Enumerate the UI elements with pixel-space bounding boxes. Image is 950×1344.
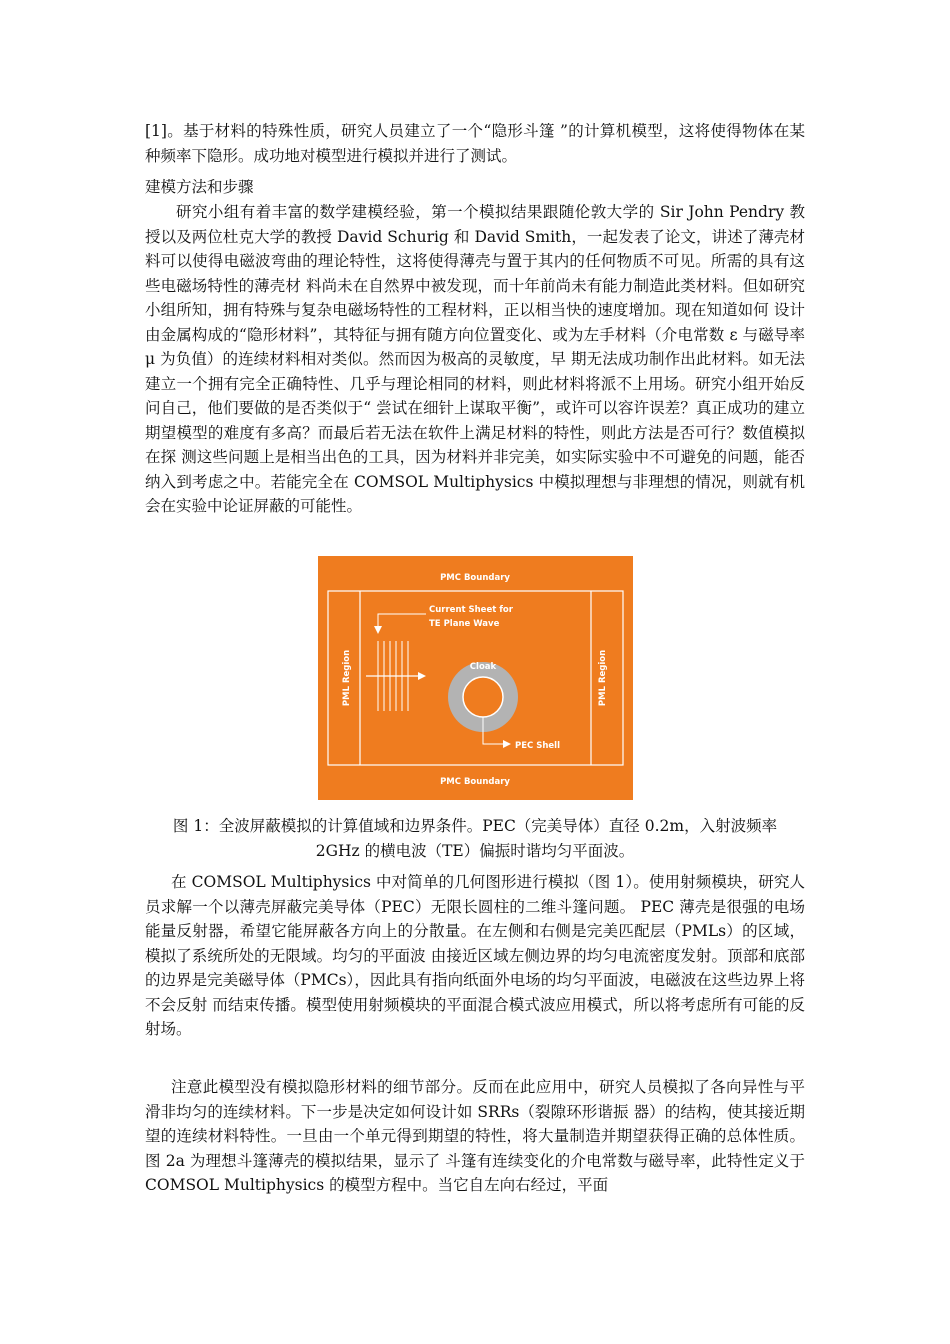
bottom-boundary-label: PMC Boundary — [440, 777, 510, 787]
pec-shell-callout-head — [503, 740, 511, 748]
current-sheet-label-1: Current Sheet for — [429, 605, 513, 615]
top-boundary-label: PMC Boundary — [440, 573, 510, 583]
wave-arrow-head — [418, 672, 426, 680]
paragraph-simulation: 在 COMSOL Multiphysics 中对简单的几何图形进行模拟（图 1）。使用射频模块，研究人员求解一个以薄壳屏蔽完美导体（PEC）无限长圆柱的二维斗篷问题。 PEC 薄壳是很强的电场能量反射器，希望它能屏蔽各方向上的分散量。在左侧和右侧是完美匹配层（PMLs）的区域，模拟了系统所处的无限域。均匀的平面波 由接近区域左侧边界的均匀电流密度发射。顶部和底部的边界是完美磁导体（PMCs），因此具有指向纸面外电场的均匀平面波，电磁波在这些边界上将不会反射 而结束传播。模型使用射频模块的平面混合模式波应用模式，所以将考虑所有可能的反射场。 — [145, 873, 805, 1038]
right-pml-label: PML Region — [598, 649, 608, 707]
cloak-diagram-svg — [318, 556, 633, 800]
paragraph-note: 注意此模型没有模拟隐形材料的细节部分。反而在此应用中，研究人员模拟了各向异性与平滑非均匀的连续材料。下一步是决定如何设计如 SRRs（裂隙环形谐振 器）的结构，使其接近期望的连续材料特性。一旦由一个单元得到期望的特性，将大量制造并期望获得正确的总体性质。图 2a 为理想斗篷薄壳的模拟结果，显示了 斗篷有连续变化的介电常数与磁导率，此特性定义于 COMSOL Multiphysics 的模型方程中。当它自左向右经过，平面 — [145, 1078, 810, 1194]
paragraph-intro: [1]。基于材料的特殊性质，研究人员建立了一个“隐形斗篷 ”的计算机模型，这将使得物体在某种频率下隐形。成功地对模型进行模拟并进行了测试。 — [145, 122, 805, 165]
left-pml-label: PML Region — [342, 649, 352, 707]
pec-shell-label: PEC Shell — [515, 741, 560, 751]
section-heading: 建模方法和步骤 — [145, 178, 254, 196]
current-sheet-callout — [378, 614, 426, 628]
current-sheet-label-2: TE Plane Wave — [429, 619, 500, 629]
paragraph-method: 研究小组有着丰富的数学建模经验，第一个模拟结果跟随伦敦大学的 Sir John Pendry 教授以及两位杜克大学的教授 David Schurig 和 David Smith，一起发表了论文，讲述了薄壳材料可以使得电磁波弯曲的理论特性，这将使得薄壳与置于其内的任何物质不可见。所需的具有这些电磁场特性的薄壳材 料尚未在自然界中被发现，而十年前尚未有能力制造此类材料。但如研究小组所知，拥有特殊与复杂电磁场特性的工程材料，正以相当快的速度增加。现在知道如何 设计由金属构成的“隐形材料”，其特征与拥有随方向位置变化、或为左手材料（介电常数 ε 与磁导率 μ 为负值）的连续材料相对类似。然而因为极高的灵敏度，早 期无法成功制作出此材料。如无法建立一个拥有完全正确特性、几乎与理论相同的材料，则此材料将派不上用场。研究小组开始反问自己，他们要做的是否类似于“ 尝试在细针上谋取平衡”，或许可以容许误差？真正成功的建立期望模型的难度有多高？而最后若无法在软件上满足材料的特性，则此方法是否可行？数值模拟在探 测这些问题上是相当出色的工具，因为材料并非完美，如实际实验中不可避免的问题，能否纳入到考虑之中。若能完全在 COMSOL Multiphysics 中模拟理想与非理想的情况，则就有机会在实验中论证屏蔽的可能性。 — [145, 203, 810, 515]
figure-cloak-diagram — [318, 556, 633, 800]
current-sheet-callout-head — [374, 626, 382, 634]
cloak-label: Cloak — [469, 662, 497, 672]
figure-caption: 图 1：全波屏蔽模拟的计算值域和边界条件。PEC（完美导体）直径 0.2m，入射波频率 2GHz 的横电波（TE）偏振时谐均匀平面波。 — [172, 817, 778, 860]
